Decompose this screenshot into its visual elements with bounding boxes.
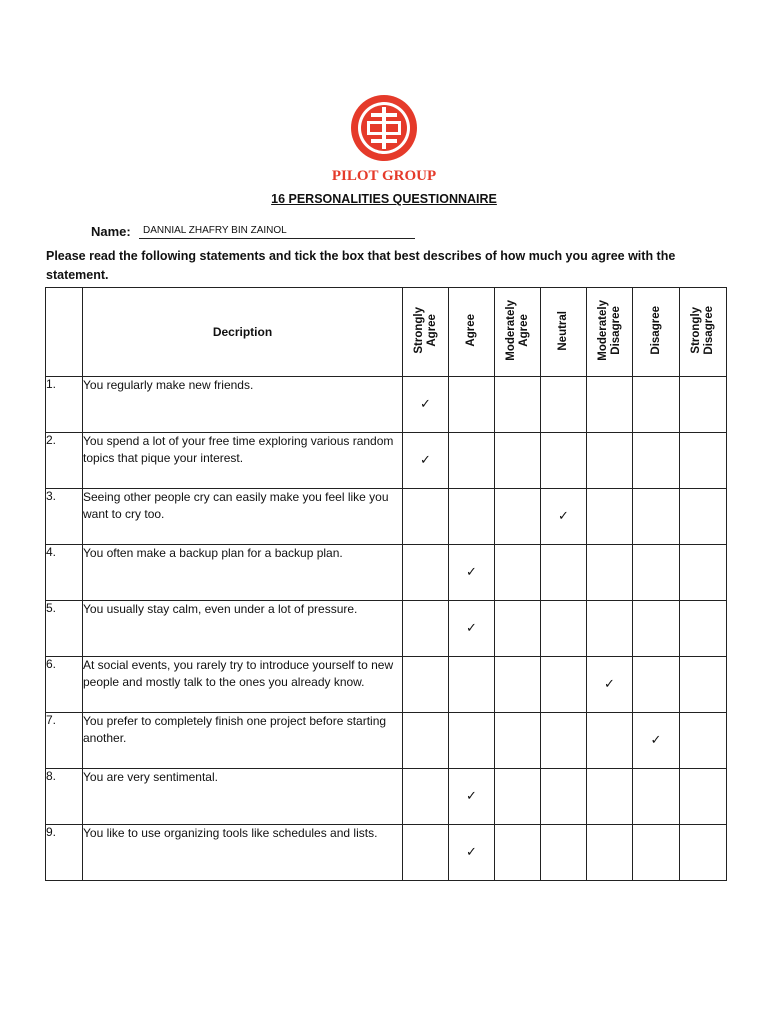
answer-cell-disagree[interactable] xyxy=(633,713,680,769)
answer-cell-moderately-agree[interactable] xyxy=(495,713,541,769)
option-header-label: Moderately Disagree xyxy=(596,300,622,361)
answer-cell-moderately-agree[interactable] xyxy=(495,377,541,433)
statement-text: You often make a backup plan for a backup plan. xyxy=(83,545,403,601)
answer-cell-disagree[interactable] xyxy=(633,601,680,657)
row-number: 7. xyxy=(46,713,83,769)
answer-cell-disagree[interactable] xyxy=(633,825,680,881)
brand-title: PILOT GROUP xyxy=(331,168,437,184)
name-label: Name: xyxy=(91,224,131,239)
row-number: 5. xyxy=(46,601,83,657)
answer-cell-neutral[interactable] xyxy=(541,601,587,657)
answer-cell-strongly-disagree[interactable] xyxy=(680,825,727,881)
table-row xyxy=(46,489,727,545)
row-number: 9. xyxy=(46,825,83,881)
statement-text: You usually stay calm, even under a lot of pressure. xyxy=(83,601,403,657)
option-header-label: Disagree xyxy=(649,306,662,355)
statement-text: You like to use organizing tools like schedules and lists. xyxy=(83,825,403,881)
answer-cell-neutral[interactable] xyxy=(541,489,587,545)
answer-cell-neutral[interactable] xyxy=(541,769,587,825)
answer-cell-strongly-disagree[interactable] xyxy=(680,657,727,713)
option-header-disagree xyxy=(633,288,680,377)
answer-cell-moderately-agree[interactable] xyxy=(495,825,541,881)
answer-cell-moderately-agree[interactable] xyxy=(495,545,541,601)
option-header-moderately-agree xyxy=(495,288,541,377)
answer-cell-agree[interactable] xyxy=(449,489,495,545)
row-number: 1. xyxy=(46,377,83,433)
answer-cell-moderately-disagree[interactable] xyxy=(587,489,633,545)
answer-cell-agree[interactable] xyxy=(449,713,495,769)
answer-cell-moderately-disagree[interactable] xyxy=(587,769,633,825)
answer-cell-strongly-disagree[interactable] xyxy=(680,601,727,657)
check-mark-icon: ✓ xyxy=(420,397,431,412)
questionnaire-title: 16 PERSONALITIES QUESTIONNAIRE xyxy=(271,192,497,206)
check-mark-icon: ✓ xyxy=(466,789,477,804)
option-header-agree xyxy=(449,288,495,377)
answer-cell-moderately-agree[interactable] xyxy=(495,769,541,825)
answer-cell-neutral[interactable] xyxy=(541,545,587,601)
statement-text: You are very sentimental. xyxy=(83,769,403,825)
answer-cell-disagree[interactable] xyxy=(633,489,680,545)
check-mark-icon: ✓ xyxy=(466,565,477,580)
option-header-label: Strongly Agree xyxy=(412,307,438,354)
answer-cell-neutral[interactable] xyxy=(541,377,587,433)
answer-cell-disagree[interactable] xyxy=(633,377,680,433)
table-row xyxy=(46,377,727,433)
name-value: DANNIAL ZHAFRY BIN ZAINOL xyxy=(143,225,287,236)
answer-cell-strongly-agree[interactable] xyxy=(403,769,449,825)
statement-text: You regularly make new friends. xyxy=(83,377,403,433)
answer-cell-moderately-disagree[interactable] xyxy=(587,377,633,433)
option-header-neutral xyxy=(541,288,587,377)
answer-cell-strongly-agree[interactable] xyxy=(403,657,449,713)
answer-cell-moderately-agree[interactable] xyxy=(495,601,541,657)
answer-cell-strongly-agree[interactable] xyxy=(403,601,449,657)
answer-cell-strongly-agree[interactable] xyxy=(403,489,449,545)
answer-cell-neutral[interactable] xyxy=(541,825,587,881)
answer-cell-agree[interactable] xyxy=(449,657,495,713)
description-header: Decription xyxy=(83,288,403,377)
check-mark-icon: ✓ xyxy=(650,733,662,748)
answer-cell-strongly-agree[interactable] xyxy=(403,545,449,601)
answer-cell-moderately-disagree[interactable] xyxy=(587,601,633,657)
answer-cell-agree[interactable] xyxy=(449,769,495,825)
answer-cell-agree[interactable] xyxy=(449,433,495,489)
answer-cell-moderately-disagree[interactable] xyxy=(587,433,633,489)
option-header-moderately-disagree xyxy=(587,288,633,377)
answer-cell-disagree[interactable] xyxy=(633,433,680,489)
name-underline xyxy=(139,238,415,239)
table-row xyxy=(46,713,727,769)
answer-cell-agree[interactable] xyxy=(449,545,495,601)
answer-cell-disagree[interactable] xyxy=(633,545,680,601)
answer-cell-neutral[interactable] xyxy=(541,657,587,713)
table-row xyxy=(46,657,727,713)
table-row xyxy=(46,769,727,825)
answer-cell-strongly-disagree[interactable] xyxy=(680,377,727,433)
option-header-label: Neutral xyxy=(557,310,569,351)
answer-cell-strongly-agree[interactable] xyxy=(403,377,449,433)
option-header-label: Agree xyxy=(465,314,477,347)
answer-cell-strongly-disagree[interactable] xyxy=(680,769,727,825)
row-number: 4. xyxy=(46,545,83,601)
row-number: 3. xyxy=(46,489,83,545)
instructions-text: Please read the following statements and tick the box that best describes of how much you agree with the statement. xyxy=(46,249,676,282)
answer-cell-strongly-agree[interactable] xyxy=(403,713,449,769)
table-row xyxy=(46,545,727,601)
answer-cell-strongly-disagree[interactable] xyxy=(680,545,727,601)
check-mark-icon: ✓ xyxy=(466,621,477,636)
answer-cell-moderately-disagree[interactable] xyxy=(587,545,633,601)
table-row xyxy=(46,825,727,881)
answer-cell-moderately-agree[interactable] xyxy=(495,489,541,545)
check-mark-icon: ✓ xyxy=(558,509,569,524)
answer-cell-moderately-disagree[interactable] xyxy=(587,825,633,881)
answer-cell-moderately-agree[interactable] xyxy=(495,433,541,489)
answer-cell-moderately-agree[interactable] xyxy=(495,657,541,713)
check-mark-icon: ✓ xyxy=(420,453,431,468)
answer-cell-disagree[interactable] xyxy=(633,769,680,825)
statement-text: Seeing other people cry can easily make you feel like you want to cry too. xyxy=(83,489,403,545)
answer-cell-strongly-agree[interactable] xyxy=(403,825,449,881)
option-header-strongly-disagree xyxy=(680,288,727,377)
pilot-group-logo xyxy=(349,93,419,163)
table-body xyxy=(46,377,727,881)
questionnaire-table xyxy=(45,287,727,881)
check-mark-icon: ✓ xyxy=(466,845,477,860)
statement-text: You spend a lot of your free time exploring various random topics that pique your interest. xyxy=(83,433,403,489)
answer-cell-agree[interactable] xyxy=(449,377,495,433)
table-header-row xyxy=(46,288,727,377)
answer-cell-neutral[interactable] xyxy=(541,433,587,489)
number-header xyxy=(46,288,83,377)
statement-text: You prefer to completely finish one project before starting another. xyxy=(83,713,403,769)
option-header-label: Strongly Disagree xyxy=(690,306,715,355)
answer-cell-strongly-disagree[interactable] xyxy=(680,713,727,769)
answer-cell-agree[interactable] xyxy=(449,601,495,657)
answer-cell-strongly-disagree[interactable] xyxy=(680,433,727,489)
row-number: 8. xyxy=(46,769,83,825)
answer-cell-agree[interactable] xyxy=(449,825,495,881)
option-header-strongly-agree xyxy=(403,288,449,377)
check-mark-icon: ✓ xyxy=(604,677,615,692)
answer-cell-strongly-disagree[interactable] xyxy=(680,489,727,545)
table-row xyxy=(46,601,727,657)
row-number: 2. xyxy=(46,433,83,489)
row-number: 6. xyxy=(46,657,83,713)
answer-cell-strongly-agree[interactable] xyxy=(403,433,449,489)
answer-cell-moderately-disagree[interactable] xyxy=(587,657,633,713)
answer-cell-neutral[interactable] xyxy=(541,713,587,769)
answer-cell-moderately-disagree[interactable] xyxy=(587,713,633,769)
statement-text: At social events, you rarely try to introduce yourself to new people and mostly talk to the ones you already know. xyxy=(83,657,403,713)
table-row xyxy=(46,433,727,489)
answer-cell-disagree[interactable] xyxy=(633,657,680,713)
option-header-label: Moderately Agree xyxy=(504,300,530,361)
